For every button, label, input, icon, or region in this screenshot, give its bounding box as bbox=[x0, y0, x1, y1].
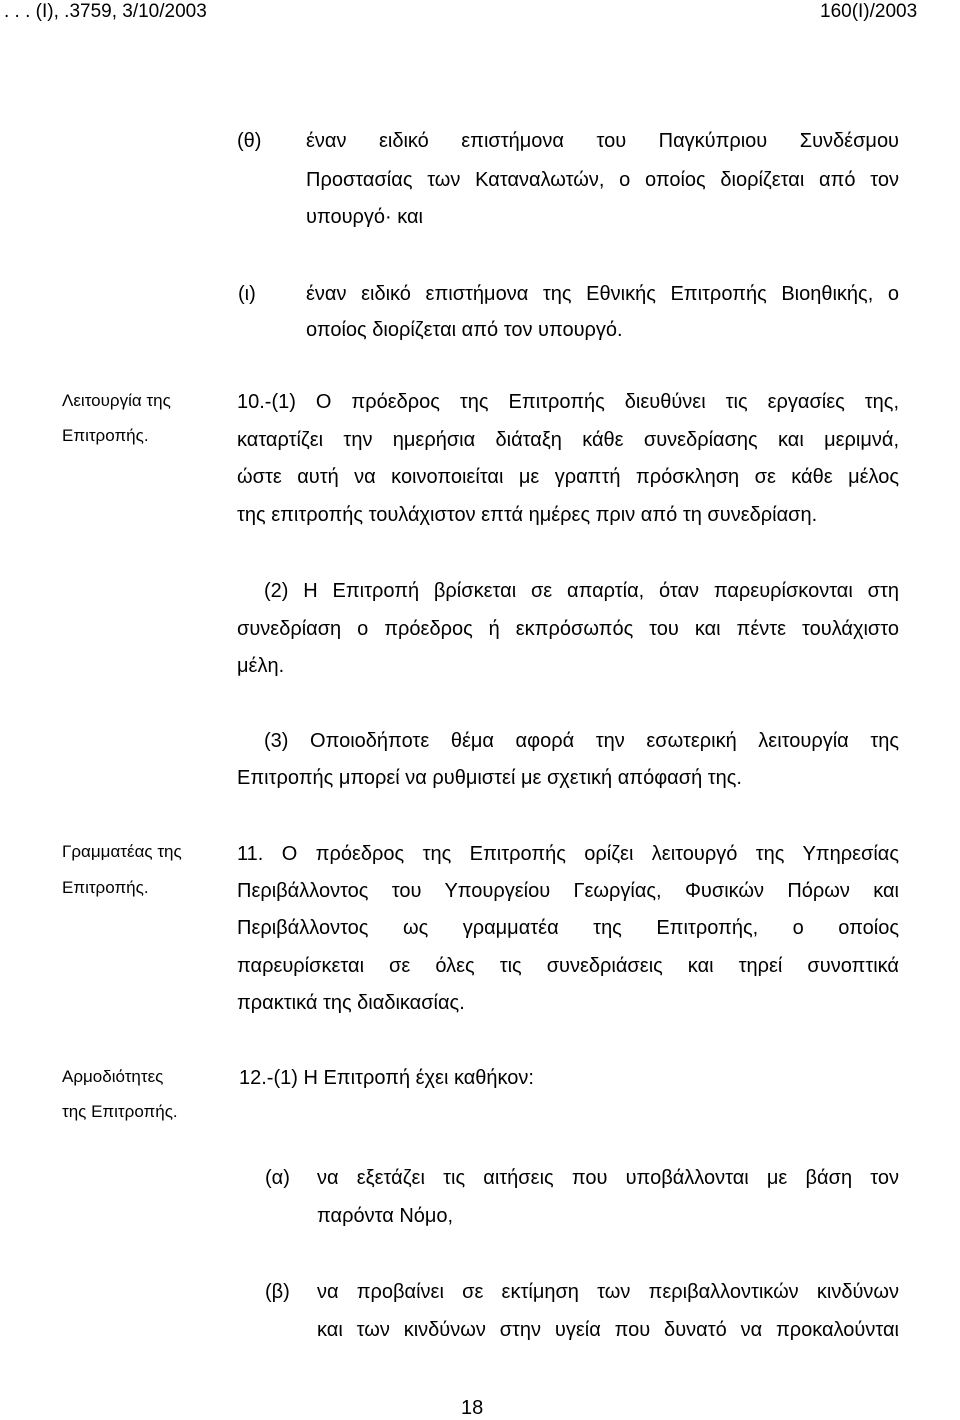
section12-item-a-line-2: παρόντα Νόμο, bbox=[317, 1205, 454, 1227]
section11-line-3: Περιβάλλοντος ως γραμματέα της Επιτροπής, ο οποίος bbox=[237, 917, 899, 939]
header-left: . . . (Ι), .3759, 3/10/2003 bbox=[4, 1, 207, 22]
section12-intro: 12.-(1) Η Επιτροπή έχει καθήκον: bbox=[239, 1067, 534, 1089]
section11-line-5: πρακτικά της διαδικασίας. bbox=[237, 992, 465, 1014]
item-iota-line-1: έναν ειδικό επιστήμονα της Εθνικής Επιτροπής Βιοηθικής, ο bbox=[306, 283, 899, 305]
section10-margin-title-2: Επιτροπής. bbox=[62, 426, 149, 445]
section11-line-4: παρευρίσκεται σε όλες τις συνεδριάσεις και τηρεί συνοπτικά bbox=[237, 955, 899, 977]
section10-para1-line-2: καταρτίζει την ημερήσια διάταξη κάθε συνεδρίασης και μεριμνά, bbox=[237, 429, 899, 451]
item-theta-line-2: Προστασίας των Καταναλωτών, ο οποίος διορίζεται από τον bbox=[306, 169, 899, 191]
item-iota-line-2: οποίος διορίζεται από τον υπουργό. bbox=[306, 319, 623, 341]
section10-para1-line-4: της επιτροπής τουλάχιστον επτά ημέρες πριν από τη συνεδρίαση. bbox=[237, 504, 818, 526]
section10-para2-line-2: συνεδρίαση ο πρόεδρος ή εκπρόσωπός του και πέντε τουλάχιστο bbox=[237, 618, 899, 640]
section11-margin-title-1: Γραμματέας της bbox=[62, 842, 182, 861]
item-theta-line-3: υπουργό· και bbox=[306, 206, 423, 228]
section10-para1-line-3: ώστε αυτή να κοινοποιείται με γραπτή πρόσκληση σε κάθε μέλος bbox=[237, 466, 899, 488]
section10-para3-line-1: (3) Οποιοδήποτε θέμα αφορά την εσωτερική λειτουργία της bbox=[264, 730, 899, 752]
section11-margin-title-2: Επιτροπής. bbox=[62, 878, 149, 897]
section12-item-a-label: (α) bbox=[265, 1167, 290, 1189]
section12-margin-title-2: της Επιτροπής. bbox=[62, 1102, 178, 1121]
section10-margin-title-1: Λειτουργία της bbox=[62, 391, 171, 410]
section12-item-b-line-2: και των κινδύνων στην υγεία που δυνατό να προκαλούνται bbox=[317, 1319, 899, 1341]
section11-line-1: 11. Ο πρόεδρος της Επιτροπής ορίζει λειτουργό της Υπηρεσίας bbox=[237, 843, 899, 865]
section12-item-b-line-1: να προβαίνει σε εκτίμηση των περιβαλλοντικών κινδύνων bbox=[317, 1281, 899, 1303]
section11-line-2: Περιβάλλοντος του Υπουργείου Γεωργίας, Φυσικών Πόρων και bbox=[237, 880, 899, 902]
page-number: 18 bbox=[461, 1397, 484, 1419]
item-iota-label: (ι) bbox=[238, 283, 256, 305]
item-theta-label: (θ) bbox=[237, 130, 262, 152]
item-theta-line-1: έναν ειδικό επιστήμονα του Παγκύπριου Συνδέσμου bbox=[306, 130, 899, 152]
section10-para1-line-1: 10.-(1) Ο πρόεδρος της Επιτροπής διευθύνει τις εργασίες της, bbox=[237, 391, 899, 413]
header-right: 160(Ι)/2003 bbox=[820, 1, 918, 22]
section12-margin-title-1: Αρμοδιότητες bbox=[62, 1067, 164, 1086]
section12-item-a-line-1: να εξετάζει τις αιτήσεις που υποβάλλονται με βάση τον bbox=[317, 1167, 899, 1189]
section10-para3-line-2: Επιτροπής μπορεί να ρυθμιστεί με σχετική απόφασή της. bbox=[237, 767, 742, 789]
section12-item-b-label: (β) bbox=[265, 1281, 290, 1303]
section10-para2-line-3: μέλη. bbox=[237, 655, 285, 677]
section10-para2-line-1: (2) Η Επιτροπή βρίσκεται σε απαρτία, όταν παρευρίσκονται στη bbox=[264, 580, 899, 602]
